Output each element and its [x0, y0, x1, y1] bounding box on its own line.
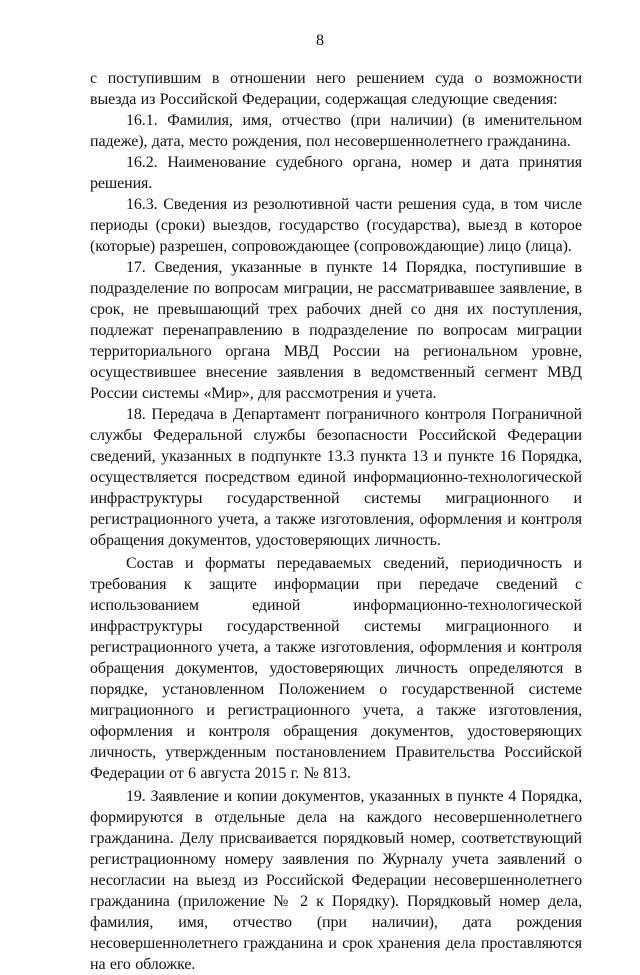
document-body [90, 68, 582, 975]
paragraph-18: 18. Передача в Департамент пограничного контроля Пограничной службы Федеральной службы безопасности Российской Федерации сведений, указанных в подпункте 13.3 пункта 13 и пункте 16 Порядка, осуществляется посредством единой информационно-технологической инфраструктуры государственной системы миграционного и регистрационного учета, а также изготовления, оформления и контроля обращения документов, удостоверяющих личность. [90, 406, 582, 549]
page-number: 8 [316, 32, 324, 49]
paragraph-16-3: 16.3. Сведения из резолютивной части решения суда, в том числе периоды (сроки) выездов, государство (государства), выезд в которое (которые) разрешен, сопровождающее (сопровождающие) лицо (лица). [90, 196, 582, 255]
paragraph-18-continued: Состав и форматы передаваемых сведений, периодичность и требования к защите информации при передаче сведений с использованием единой информационно-технологической инфраструктуры государственной системы миграционного и регистрационного учета, а также изготовления, оформления и контроля обращения документов, удостоверяющих личность определяются в порядке, установленном Положением о государственной системе миграционного и регистрационного учета, а также изготовления, оформления и контроля обращения документов, удостоверяющих личность, утвержденным постановлением Правительства Российской Федерации от 6 августа 2015 г. № 813. [90, 555, 582, 782]
paragraph-19: 19. Заявление и копии документов, указанных в пункте 4 Порядка, формируются в отдельные дела на каждого несовершеннолетнего гражданина. Делу присваивается порядковый номер, соответствующий регистрационному номеру заявления по Журналу учета заявлений о несогласии на выезд из Российской Федерации несовершеннолетнего гражданина (приложение № 2 к Порядку). Порядковый номер дела, фамилия, имя, отчество (при наличии), дата рождения несовершеннолетнего гражданина и срок хранения дела проставляются на его обложке. [90, 788, 582, 973]
paragraph-16-2: 16.2. Наименование судебного органа, номер и дата принятия решения. [90, 154, 582, 192]
paragraph-16-1: 16.1. Фамилия, имя, отчество (при наличии) (в именительном падеже), дата, место рождения, пол несовершеннолетнего гражданина. [90, 112, 582, 150]
paragraph-17: 17. Сведения, указанные в пункте 14 Порядка, поступившие в подразделение по вопросам миграции, не рассматривавшее заявление, в срок, не превышающий трех рабочих дней со дня их поступления, подлежат перенаправлению в подразделение по вопросам миграции территориального органа МВД России на региональном уровне, осуществившее внесение заявления в ведомственный сегмент МВД России системы «Мир», для рассмотрения и учета. [90, 259, 582, 402]
paragraph-intro: с поступившим в отношении него решением суда о возможности выезда из Российской Федерации, содержащая следующие сведения: [90, 70, 582, 108]
